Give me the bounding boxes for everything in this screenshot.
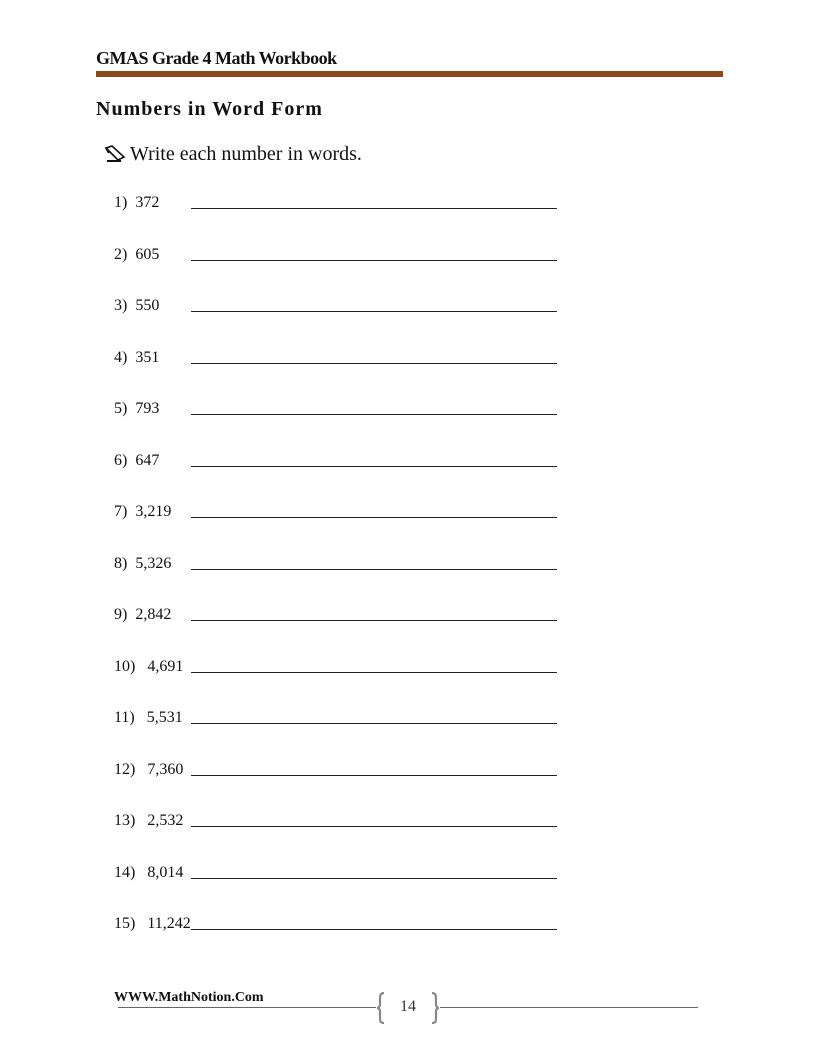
answer-line[interactable] [191,928,557,930]
problem-number: 5,531 [146,709,183,726]
problem-number: 4,691 [147,658,184,675]
section-title: Numbers in Word Form [96,98,323,120]
problem-label: 1) [114,194,128,211]
problem-label: 15) [114,915,136,932]
problem-label: 10) [114,658,136,675]
problem-label: 6) [114,452,128,469]
pencil-icon [104,145,128,165]
footer-rule-right [440,1007,698,1008]
problem-row [114,394,557,418]
problem-number: 2,842 [135,606,172,623]
problem-number: 2,532 [147,812,184,829]
answer-line[interactable] [191,310,557,312]
problem-number: 605 [135,246,160,263]
answer-line[interactable] [191,722,557,724]
problem-row [114,497,557,521]
workbook-title: GMAS Grade 4 Math Workbook [96,48,337,68]
problem-row [114,703,557,727]
answer-line[interactable] [191,825,557,827]
problem-row [114,858,557,882]
problem-row [114,549,557,573]
problem-label: 9) [114,606,128,623]
instruction [104,143,362,166]
problem-number: 3,219 [135,503,172,520]
answer-line[interactable] [191,516,557,518]
problem-label: 12) [114,761,136,778]
answer-line[interactable] [191,362,557,364]
problem-number: 8,014 [147,864,184,881]
header-divider [96,71,723,77]
instruction-text: Write each number in words. [130,143,362,165]
problem-label: 7) [114,503,128,520]
problem-label: 13) [114,812,136,829]
answer-line[interactable] [191,568,557,570]
answer-line[interactable] [191,259,557,261]
problem-row [114,188,557,212]
problem-label: 14) [114,864,136,881]
problem-number: 7,360 [147,761,184,778]
answer-line[interactable] [191,877,557,879]
answer-line[interactable] [191,207,557,209]
problem-row [114,909,557,933]
problem-number: 11,242 [147,915,191,932]
answer-line[interactable] [191,619,557,621]
problem-label: 5) [114,400,128,417]
problem-label: 8) [114,555,128,572]
problem-label: 4) [114,349,128,366]
problem-row [114,600,557,624]
problem-label: 11) [114,709,135,726]
footer-website: WWW.MathNotion.Com [114,990,264,1005]
problem-number: 647 [135,452,160,469]
problem-number: 550 [135,297,160,314]
problem-number: 793 [135,400,160,417]
footer-rule-left [118,1007,376,1008]
problem-row [114,806,557,830]
problem-row [114,343,557,367]
problem-number: 351 [135,349,160,366]
answer-line[interactable] [191,774,557,776]
page-number-box [376,992,440,1024]
answer-line[interactable] [191,465,557,467]
problem-row [114,446,557,470]
answer-line[interactable] [191,413,557,415]
problem-label: 3) [114,297,128,314]
problem-label: 2) [114,246,128,263]
problem-row [114,652,557,676]
problem-number: 372 [135,194,160,211]
answer-line[interactable] [191,671,557,673]
problem-row [114,240,557,264]
page-number: 14 [400,998,416,1015]
problem-row [114,291,557,315]
problem-row [114,755,557,779]
problem-number: 5,326 [135,555,172,572]
